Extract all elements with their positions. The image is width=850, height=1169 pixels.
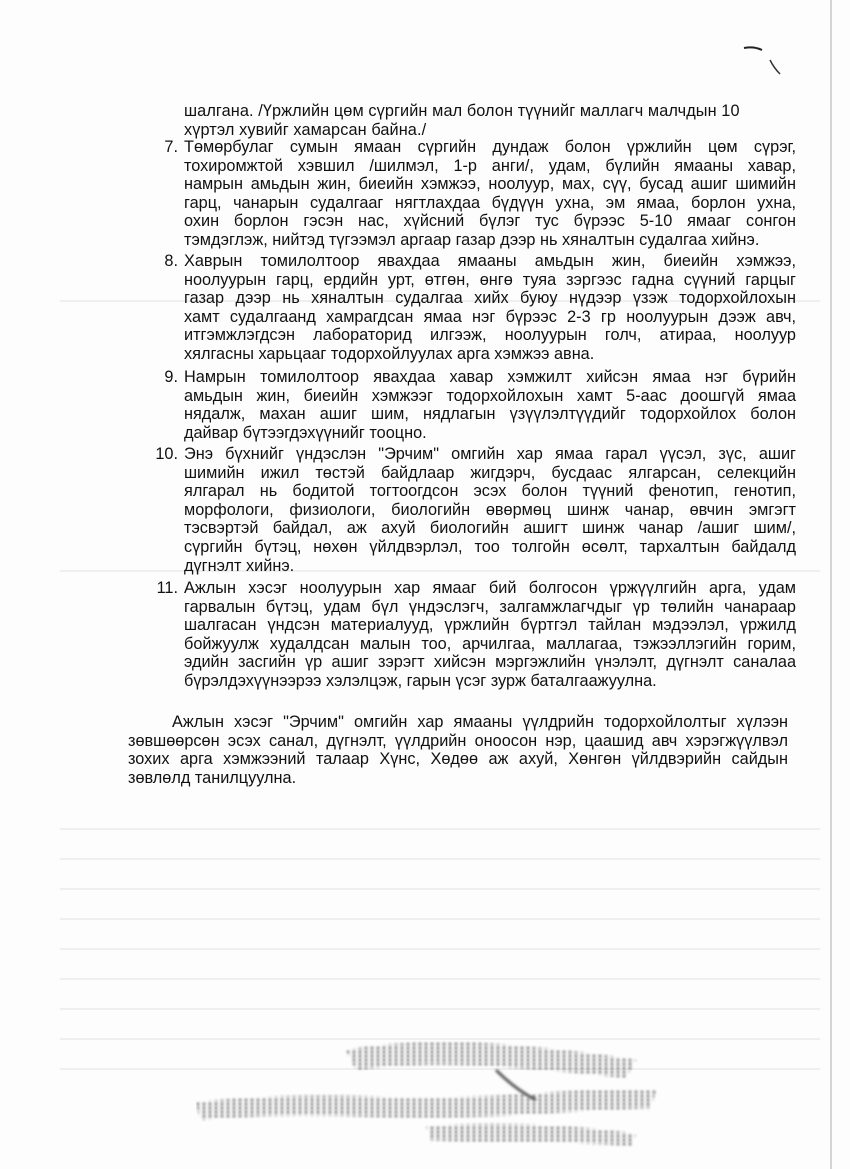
intro-line-1: шалгана. /Үржлийн цөм сүргийн мал болон түүнийг маллагч малчдын 10 [184,102,740,120]
text-line: Хаврын томилолтоор явахдаа ямааны амьдын жин, биеийн хэмжээ, [184,252,796,270]
stamp-smudge-icon [196,1030,666,1150]
text-line: шалгасан үндсэн материалууд, үржлийн бүртгэл тайлан мэдээлэл, үржилд [184,616,796,635]
text-line: ялгарал нь бодитой тогтоогдсон эсэх болон түүний фенотип, генотип, [184,482,796,501]
list-item-text [184,445,796,575]
bleed-through-line [60,858,820,860]
bleed-through-line [60,828,820,830]
list-item-11 [148,579,796,691]
text-line: тэмдэглэж, нийтэд түгээмэл аргаар газар дээр нь хяналтын судалгаа хийнэ. [184,230,760,249]
list-item-text [184,252,796,364]
text-line: бүрэлдэхүүнээрээ хэлэлцэж, гарын үсэг зурж баталгаажуулна. [184,671,657,690]
text-line: нядалж, махан ашиг шим, нядлагын үзүүлэлтүүдийг тодорхойлох болон [184,405,796,424]
bleed-through-line [60,948,820,950]
bleed-through-line [60,888,820,890]
bleed-through-line [60,1008,820,1010]
list-item-number: 7. [164,138,178,156]
list-item-number: 9. [164,368,178,386]
text-line: Намрын томилолтоор явахдаа хавар хэмжилт хийсэн ямаа нэг бүрийн [184,368,796,386]
list-item-number: 11. [156,579,178,597]
text-line: зөвшөөрсөн эсэх санал, дүгнэлт, үүлдрийн оноосон нэр, цаашид авч хэрэгжүүлвэл [128,731,788,750]
list-item-number: 10. [155,445,178,463]
scan-edge [830,0,832,1169]
text-line: дүгнэлт хийнэ. [184,556,295,575]
text-line: газар дээр нь хяналтын судалгаа хийх буюу нүдээр үзэж тодорхойлохын [184,289,796,308]
list-item-9 [148,368,796,442]
text-line: охин борлон гэсэн нас, хүйсний бүлэг тус бүрээс 5-10 ямааг сонгон [184,212,796,231]
closing-paragraph [128,713,788,787]
text-line: хялгасны харьцааг тодорхойлуулах арга хэмжээ авна. [184,344,595,363]
intro-line-2: хүртэл хувийг хамарсан байна./ [184,120,427,139]
list-item-8 [148,252,796,364]
bleed-through-line [60,918,820,920]
text-line: зохих арга хэмжээний талаар Хүнс, Хөдөө аж ахуй, Хөнгөн үйлдвэрийн сайдын [128,750,788,769]
list-item-text [184,368,796,442]
text-line: сүргийн бүтэц, нөхөн үйлдвэрлэл, тоо толгойн өсөлт, тархалтын байдалд [184,537,796,556]
text-line: ноолуурын гарц, ердийн урт, өтгөн, өнгө туяа зэргээс гадна сүүний гарцыг [184,270,796,289]
list-item-number: 8. [164,252,178,270]
bleed-through-line [60,978,820,980]
text-line: Ажлын хэсэг ноолуурын хар ямааг бий болгосон үржүүлгийн арга, удам [184,579,796,597]
text-line: дайвар бүтээгдэхүүнийг тооцно. [184,423,427,442]
intro-paragraph [184,102,796,139]
text-line: хамт судалгаанд хамрагдсан ямаа нэг бүрээс 2-3 гр ноолуурын дээж авч, [184,307,796,326]
text-line: морфологи, физиологи, биологийн өвөрмөц шинж чанар, өвчин эмгэгт [184,500,796,519]
text-line: итгэмжлэгдсэн лабораторид илгээж, ноолуурын голч, атираа, ноолуур [184,326,796,345]
list-item-7 [148,138,796,250]
text-line: эдийн засгийн үр ашиг зэрэгт хийсэн мэргэжлийн үнэлэлт, дүгнэлт саналаа [184,653,796,672]
text-line: шимийн ижил төстэй байдлаар жигдэрч, бусдаас ялгарсан, селекцийн [184,463,796,482]
list-item-text [184,579,796,691]
list-item-10 [148,445,796,575]
text-line: бойжуулж худалдсан малын тоо, арчилгаа, маллагаа, тэжээллэгийн горим, [184,634,796,653]
text-line: Төмөрбулаг сумын ямаан сүргийн дундаж болон үржлийн цөм сүрэг, [184,138,796,156]
pen-mark-icon [740,40,790,80]
text-line: Ажлын хэсэг "Эрчим" омгийн хар ямааны үүлдрийн тодорхойлолтыг хүлээн [172,713,788,731]
text-line: зөвлөлд танилцуулна. [128,768,297,787]
text-line: амьдын жин, биеийн хэмжээг тодорхойлохын хамт 5-аас доошгүй ямаа [184,386,796,405]
text-line: гарц, чанарын судалгааг нягтлахдаа бүдүүн ухна, эм ямаа, борлон ухна, [184,193,796,212]
text-line: намрын амьдын жин, биеийн хэмжээ, ноолуур, мах, сүү, бусад ашиг шимийн [184,175,796,194]
text-line: тохиромжтой хэвшил /шилмэл, 1-р анги/, удам, бүлийн ямааны хавар, [184,156,796,175]
text-line: Энэ бүхнийг үндэслэн "Эрчим" омгийн хар ямаа гарал үүсэл, зүс, ашиг [184,445,796,463]
list-item-text [184,138,796,250]
text-line: тэсвэртэй байдал, аж ахуй биологийн ашигт шинж чанар /ашиг шим/, [184,519,796,538]
text-line: гарвалын бүтэц, удам бүл үндэслэгч, залгамжлагчдыг үр төлийн чанараар [184,597,796,616]
